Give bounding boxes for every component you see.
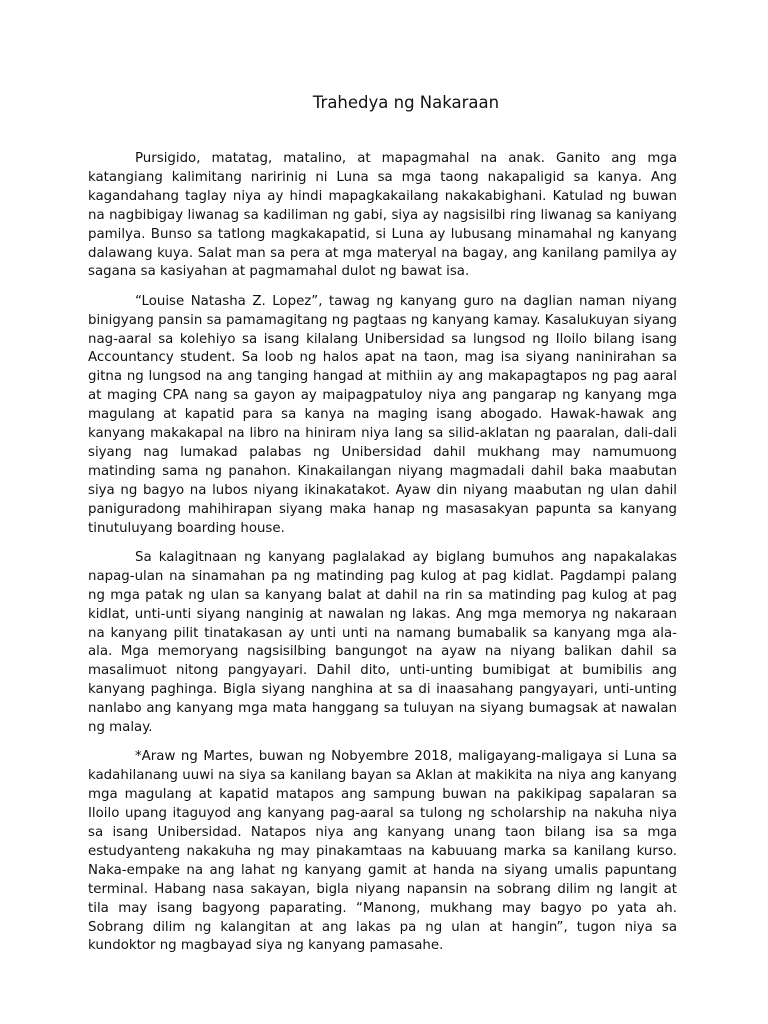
document-body bbox=[88, 150, 677, 967]
document-title: Trahedya ng Nakaraan bbox=[312, 93, 500, 112]
paragraph: Sa kalagitnaan ng kanyang paglalakad ay biglang bumuhos ang napakalakas napag-ulan na sinamahan pa ng matinding pag kulog at pag kidlat. Pagdampi palang ng mga patak ng ulan sa kanyang balat at dahil na rin sa matinding pag kulog at pag kidlat, unti-unti siyang nanginig at nawalan ng lakas. Ang mga memorya ng nakaraan na kanyang pilit tinatakasan ay unti unti na namang bumabalik sa kanyang mga ala-ala. Mga memoryang nagsisilbing bangungot na ayaw na niyang balikan dahil sa masalimuot nitong pangyayari. Dahil dito, unti-unting bumibigat at bumibilis ang kanyang paghinga. Bigla siyang nanghina at sa di inaasahang pangyayari, unti-unting nanlabo ang kanyang mga mata hanggang sa tuluyan na siyang bumagsak at nawalan ng malay. bbox=[88, 549, 677, 736]
paragraph: *Araw ng Martes, buwan ng Nobyembre 2018, maligayang-maligaya si Luna sa kadahilanang uuwi na siya sa kanilang bayan sa Aklan at makikita na niya ang kanyang mga magulang at kapatid matapos ang sampung buwan na pakikipag sapalaran sa Iloilo upang itaguyod ang kanyang pag-aaral sa tulong ng scholarship na nakuha niya sa isang Unibersidad. Natapos niya ang kanyang unang taon bilang isa sa mga estudyanteng nakakuha ng may pinakamtaas na kabuuang marka sa kanilang kurso. Naka-empake na ang lahat ng kanyang gamit at handa na siyang umalis papuntang terminal. Habang nasa sakayan, bigla niyang napansin na sobrang dilim ng langit at tila may isang bagyong paparating. “Manong, mukhang may bagyo po yata ah. Sobrang dilim ng kalangitan at ang lakas pa ng ulan at hangin”, tugon niya sa kundoktor ng magbayad siya ng kanyang pamasahe. bbox=[88, 749, 677, 954]
paragraph: “Louise Natasha Z. Lopez”, tawag ng kanyang guro na daglian naman niyang binigyang pansin sa pamamagitang ng pagtaas ng kanyang kamay. Kasalukuyan siyang nag-aaral sa kolehiyo sa isang kilalang Unibersidad sa lungsod ng Iloilo bilang isang Accountancy student. Sa loob ng halos apat na taon, mag isa siyang naninirahan sa gitna ng lungsod na ang tanging hangad at mithiin ay ang makapagtapos ng pag aaral at maging CPA nang sa gayon ay maipagpatuloy niya ang pangarap ng kanyang mga magulang at kapatid para sa kanya na maging isang abogado. Hawak-hawak ang kanyang makakapal na libro na hiniram niya lang sa silid-aklatan ng paaralan, dali-dali siyang nag lumakad palabas ng Unibersidad dahil mukhang may namumuong matinding sama ng panahon. Kinakailangan niyang magmadali dahil baka maabutan siya ng bagyo na lubos niyang ikinakatakot. Ayaw din niyang maabutan ng ulan dahil paniguradong mahihirapan siyang maka hanap ng masasakyan papunta sa kanyang tinutuluyang boarding house. bbox=[88, 293, 677, 536]
paragraph: Pursigido, matatag, matalino, at mapagmahal na anak. Ganito ang mga katangiang kalimitang naririnig ni Luna sa mga taong nakapaligid sa kanya. Ang kagandahang taglay niya ay hindi mapagkakailang nakakabighani. Katulad ng buwan na nagbibigay liwanag sa kadiliman ng gabi, siya ay nagsisilbi ring liwanag sa kaniyang pamilya. Bunso sa tatlong magkakapatid, si Luna ay lubusang minamahal ng kanyang dalawang kuya. Salat man sa pera at mga materyal na bagay, ang kanilang pamilya ay sagana sa kasiyahan at pagmamahal dulot ng bawat isa. bbox=[88, 151, 677, 280]
